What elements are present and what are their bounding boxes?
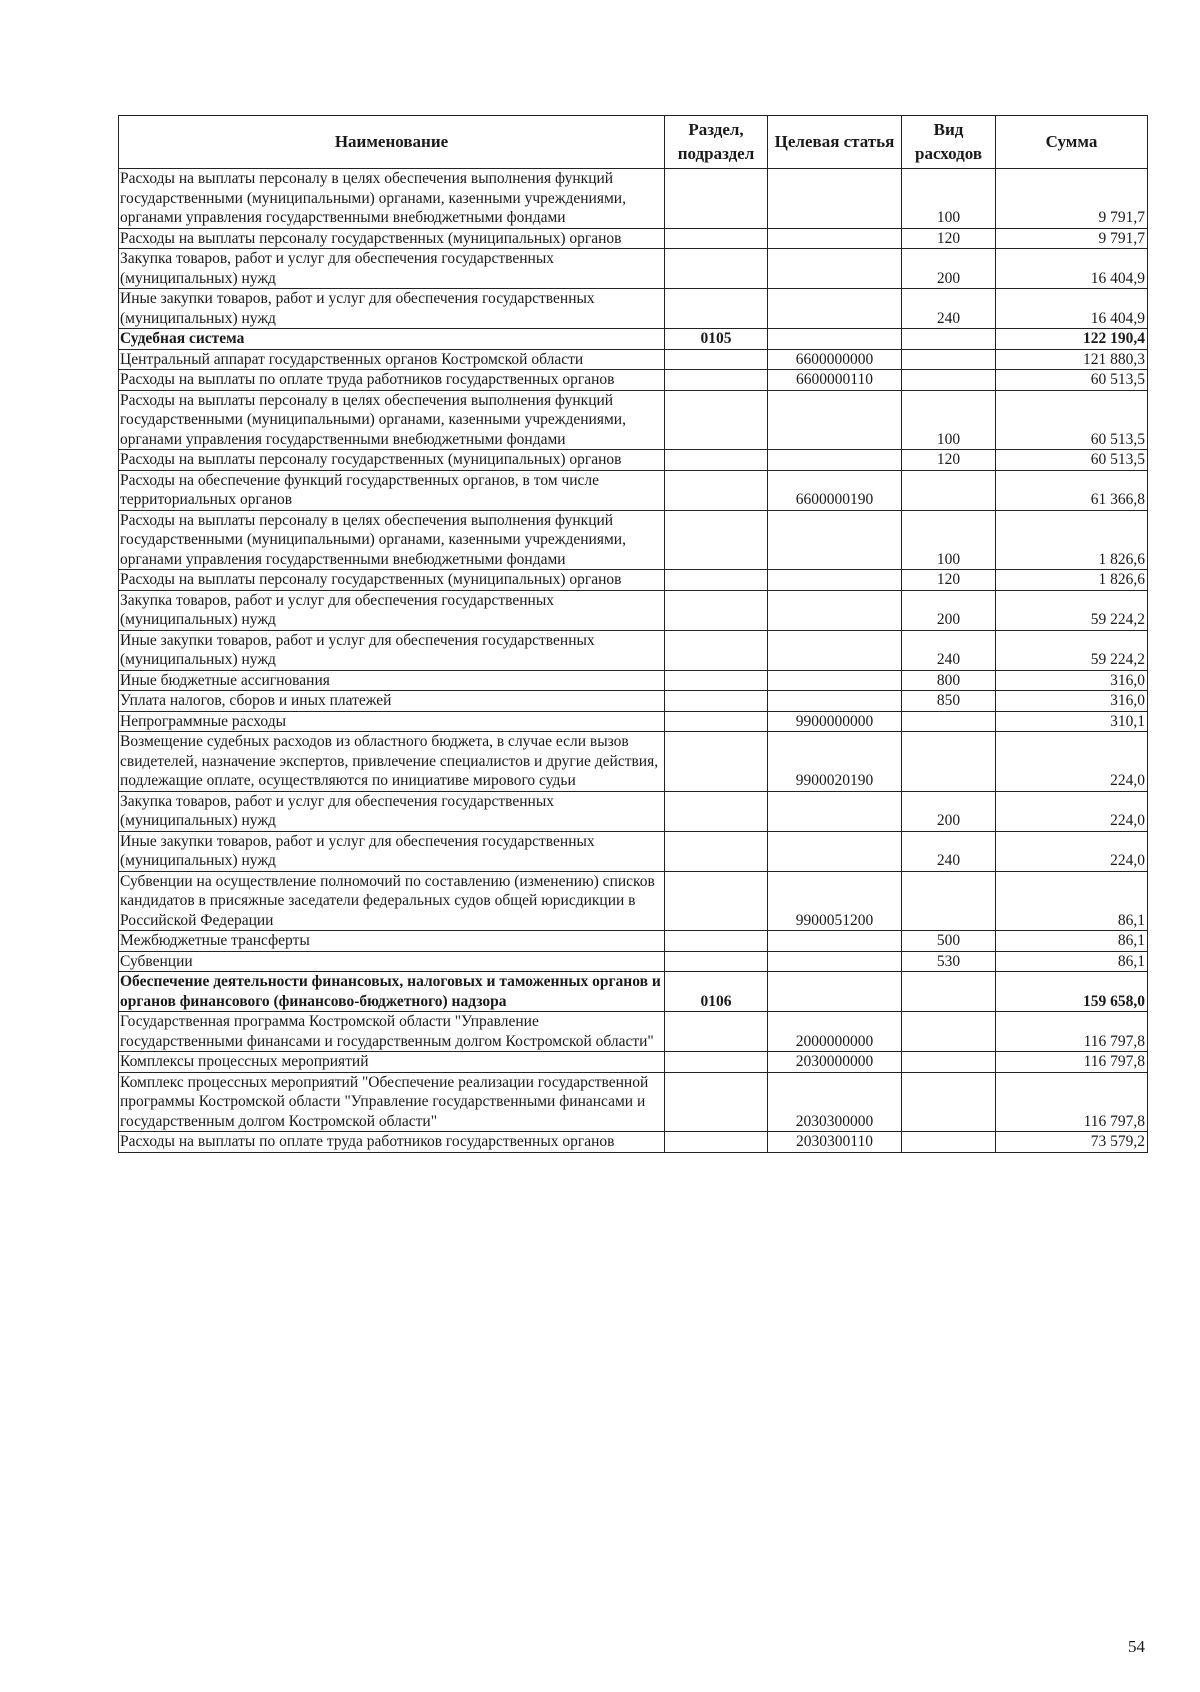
table-row — [119, 791, 1148, 831]
table-row — [119, 450, 1148, 471]
row-name: Комплекс процессных мероприятий "Обеспечение реализации государственной программы Костромской области "Управление государственными финансами и государственным долгом Костромской области" — [119, 1072, 665, 1132]
table-row — [119, 871, 1148, 931]
row-section — [665, 831, 768, 871]
row-sum: 1 826,6 — [996, 510, 1148, 570]
row-target — [768, 630, 902, 670]
table-row — [119, 570, 1148, 591]
row-name: Расходы на выплаты персоналу в целях обеспечения выполнения функций государственными (муниципальными) органами, казенными учреждениями, органами управления государственными внебюджетными фондами — [119, 510, 665, 570]
row-kind: 120 — [902, 570, 996, 591]
table-header-row — [119, 116, 1148, 169]
row-sum: 9 791,7 — [996, 228, 1148, 249]
row-kind: 800 — [902, 670, 996, 691]
row-section — [665, 1072, 768, 1132]
header-sum: Сумма — [996, 116, 1148, 169]
row-kind: 240 — [902, 630, 996, 670]
row-sum: 310,1 — [996, 711, 1148, 732]
table-row — [119, 590, 1148, 630]
row-section — [665, 510, 768, 570]
row-name: Уплата налогов, сборов и иных платежей — [119, 691, 665, 712]
row-sum: 60 513,5 — [996, 370, 1148, 391]
row-name: Иные бюджетные ассигнования — [119, 670, 665, 691]
row-kind — [902, 1052, 996, 1073]
header-name: Наименование — [119, 116, 665, 169]
table-row — [119, 1132, 1148, 1153]
header-section: Раздел, подраздел — [665, 116, 768, 169]
row-sum: 122 190,4 — [996, 329, 1148, 350]
row-target — [768, 289, 902, 329]
row-sum: 59 224,2 — [996, 630, 1148, 670]
row-target: 9900051200 — [768, 871, 902, 931]
row-target: 6600000000 — [768, 349, 902, 370]
row-kind: 240 — [902, 289, 996, 329]
row-kind: 100 — [902, 169, 996, 229]
row-kind — [902, 1132, 996, 1153]
row-target — [768, 570, 902, 591]
row-section: 0106 — [665, 972, 768, 1012]
table-row — [119, 972, 1148, 1012]
row-kind: 240 — [902, 831, 996, 871]
row-name: Обеспечение деятельности финансовых, налоговых и таможенных органов и органов финансового (финансово-бюджетного) надзора — [119, 972, 665, 1012]
table-row — [119, 1052, 1148, 1073]
row-sum: 224,0 — [996, 831, 1148, 871]
table-row — [119, 370, 1148, 391]
row-kind: 200 — [902, 590, 996, 630]
table-row — [119, 670, 1148, 691]
row-section — [665, 228, 768, 249]
row-name: Расходы на обеспечение функций государственных органов, в том числе территориальных органов — [119, 470, 665, 510]
row-name: Закупка товаров, работ и услуг для обеспечения государственных (муниципальных) нужд — [119, 590, 665, 630]
row-sum: 61 366,8 — [996, 470, 1148, 510]
row-target — [768, 450, 902, 471]
table-row — [119, 169, 1148, 229]
row-target: 6600000110 — [768, 370, 902, 391]
row-kind — [902, 370, 996, 391]
row-target — [768, 169, 902, 229]
row-name: Расходы на выплаты по оплате труда работников государственных органов — [119, 1132, 665, 1153]
row-section — [665, 390, 768, 450]
row-name: Расходы на выплаты персоналу государственных (муниципальных) органов — [119, 570, 665, 591]
row-sum: 224,0 — [996, 791, 1148, 831]
row-target — [768, 951, 902, 972]
table-row — [119, 228, 1148, 249]
table-row — [119, 732, 1148, 792]
row-section — [665, 289, 768, 329]
row-kind — [902, 329, 996, 350]
row-section — [665, 370, 768, 391]
row-kind — [902, 1072, 996, 1132]
row-target — [768, 249, 902, 289]
row-sum: 116 797,8 — [996, 1012, 1148, 1052]
row-name: Расходы на выплаты персоналу государственных (муниципальных) органов — [119, 228, 665, 249]
row-sum: 1 826,6 — [996, 570, 1148, 591]
row-sum: 116 797,8 — [996, 1072, 1148, 1132]
row-sum: 159 658,0 — [996, 972, 1148, 1012]
row-kind: 200 — [902, 791, 996, 831]
budget-table — [118, 115, 1148, 1153]
row-sum: 73 579,2 — [996, 1132, 1148, 1153]
row-target — [768, 329, 902, 350]
row-section — [665, 590, 768, 630]
row-target — [768, 931, 902, 952]
row-target — [768, 670, 902, 691]
row-sum: 86,1 — [996, 931, 1148, 952]
table-row — [119, 1012, 1148, 1052]
row-sum: 121 880,3 — [996, 349, 1148, 370]
row-section — [665, 931, 768, 952]
row-name: Иные закупки товаров, работ и услуг для обеспечения государственных (муниципальных) нужд — [119, 831, 665, 871]
row-name: Иные закупки товаров, работ и услуг для обеспечения государственных (муниципальных) нужд — [119, 630, 665, 670]
row-sum: 224,0 — [996, 732, 1148, 792]
row-name: Расходы на выплаты персоналу государственных (муниципальных) органов — [119, 450, 665, 471]
header-target: Целевая статья — [768, 116, 902, 169]
table-row — [119, 510, 1148, 570]
row-name: Непрограммные расходы — [119, 711, 665, 732]
page-number: 54 — [1128, 1637, 1145, 1656]
row-section — [665, 691, 768, 712]
row-sum: 16 404,9 — [996, 289, 1148, 329]
row-section — [665, 349, 768, 370]
row-kind: 120 — [902, 228, 996, 249]
table-row — [119, 831, 1148, 871]
table-row — [119, 329, 1148, 350]
row-kind — [902, 972, 996, 1012]
row-section — [665, 791, 768, 831]
row-sum: 316,0 — [996, 670, 1148, 691]
row-target: 2030300110 — [768, 1132, 902, 1153]
row-target — [768, 390, 902, 450]
row-name: Центральный аппарат государственных органов Костромской области — [119, 349, 665, 370]
row-kind: 530 — [902, 951, 996, 972]
table-row — [119, 289, 1148, 329]
row-kind: 100 — [902, 510, 996, 570]
row-name: Закупка товаров, работ и услуг для обеспечения государственных (муниципальных) нужд — [119, 249, 665, 289]
table-row — [119, 711, 1148, 732]
row-name: Расходы на выплаты по оплате труда работников государственных органов — [119, 370, 665, 391]
row-name: Государственная программа Костромской области "Управление государственными финансами и государственным долгом Костромской области" — [119, 1012, 665, 1052]
table-row — [119, 630, 1148, 670]
row-name: Судебная система — [119, 329, 665, 350]
row-name: Межбюджетные трансферты — [119, 931, 665, 952]
row-section: 0105 — [665, 329, 768, 350]
row-name: Иные закупки товаров, работ и услуг для обеспечения государственных (муниципальных) нужд — [119, 289, 665, 329]
row-section — [665, 249, 768, 289]
table-row — [119, 931, 1148, 952]
table-row — [119, 951, 1148, 972]
row-target — [768, 972, 902, 1012]
row-section — [665, 711, 768, 732]
row-name: Расходы на выплаты персоналу в целях обеспечения выполнения функций государственными (муниципальными) органами, казенными учреждениями, органами управления государственными внебюджетными фондами — [119, 390, 665, 450]
row-kind: 850 — [902, 691, 996, 712]
row-kind — [902, 732, 996, 792]
row-section — [665, 1012, 768, 1052]
row-kind — [902, 711, 996, 732]
row-kind — [902, 871, 996, 931]
table-row — [119, 249, 1148, 289]
row-target — [768, 691, 902, 712]
row-sum: 60 513,5 — [996, 450, 1148, 471]
row-section — [665, 670, 768, 691]
row-section — [665, 1132, 768, 1153]
row-section — [665, 450, 768, 471]
row-section — [665, 470, 768, 510]
row-target: 9900000000 — [768, 711, 902, 732]
row-sum: 59 224,2 — [996, 590, 1148, 630]
row-sum: 86,1 — [996, 951, 1148, 972]
row-kind: 120 — [902, 450, 996, 471]
row-target — [768, 590, 902, 630]
row-target: 2030000000 — [768, 1052, 902, 1073]
row-target — [768, 510, 902, 570]
header-kind: Вид расходов — [902, 116, 996, 169]
row-kind: 100 — [902, 390, 996, 450]
table-row — [119, 691, 1148, 712]
row-section — [665, 1052, 768, 1073]
row-target: 6600000190 — [768, 470, 902, 510]
row-target — [768, 791, 902, 831]
row-kind — [902, 1012, 996, 1052]
row-section — [665, 570, 768, 591]
row-sum: 9 791,7 — [996, 169, 1148, 229]
row-name: Комплексы процессных мероприятий — [119, 1052, 665, 1073]
row-name: Возмещение судебных расходов из областного бюджета, в случае если вызов свидетелей, назначение экспертов, привлечение специалистов и другие действия, подлежащие оплате, осуществляются по инициативе мирового судьи — [119, 732, 665, 792]
row-section — [665, 630, 768, 670]
row-sum: 60 513,5 — [996, 390, 1148, 450]
table-row — [119, 470, 1148, 510]
row-name: Субвенции на осуществление полномочий по составлению (изменению) списков кандидатов в присяжные заседатели федеральных судов общей юрисдикции в Российской Федерации — [119, 871, 665, 931]
row-sum: 16 404,9 — [996, 249, 1148, 289]
row-kind — [902, 349, 996, 370]
row-sum: 86,1 — [996, 871, 1148, 931]
row-section — [665, 732, 768, 792]
row-target: 2030300000 — [768, 1072, 902, 1132]
row-target — [768, 228, 902, 249]
row-kind: 500 — [902, 931, 996, 952]
row-kind — [902, 470, 996, 510]
row-name: Расходы на выплаты персоналу в целях обеспечения выполнения функций государственными (муниципальными) органами, казенными учреждениями, органами управления государственными внебюджетными фондами — [119, 169, 665, 229]
row-kind: 200 — [902, 249, 996, 289]
row-target: 9900020190 — [768, 732, 902, 792]
row-name: Закупка товаров, работ и услуг для обеспечения государственных (муниципальных) нужд — [119, 791, 665, 831]
row-sum: 116 797,8 — [996, 1052, 1148, 1073]
row-target — [768, 831, 902, 871]
row-section — [665, 951, 768, 972]
table-row — [119, 349, 1148, 370]
row-sum: 316,0 — [996, 691, 1148, 712]
row-target: 2000000000 — [768, 1012, 902, 1052]
table-row — [119, 1072, 1148, 1132]
row-name: Субвенции — [119, 951, 665, 972]
row-section — [665, 169, 768, 229]
table-row — [119, 390, 1148, 450]
row-section — [665, 871, 768, 931]
